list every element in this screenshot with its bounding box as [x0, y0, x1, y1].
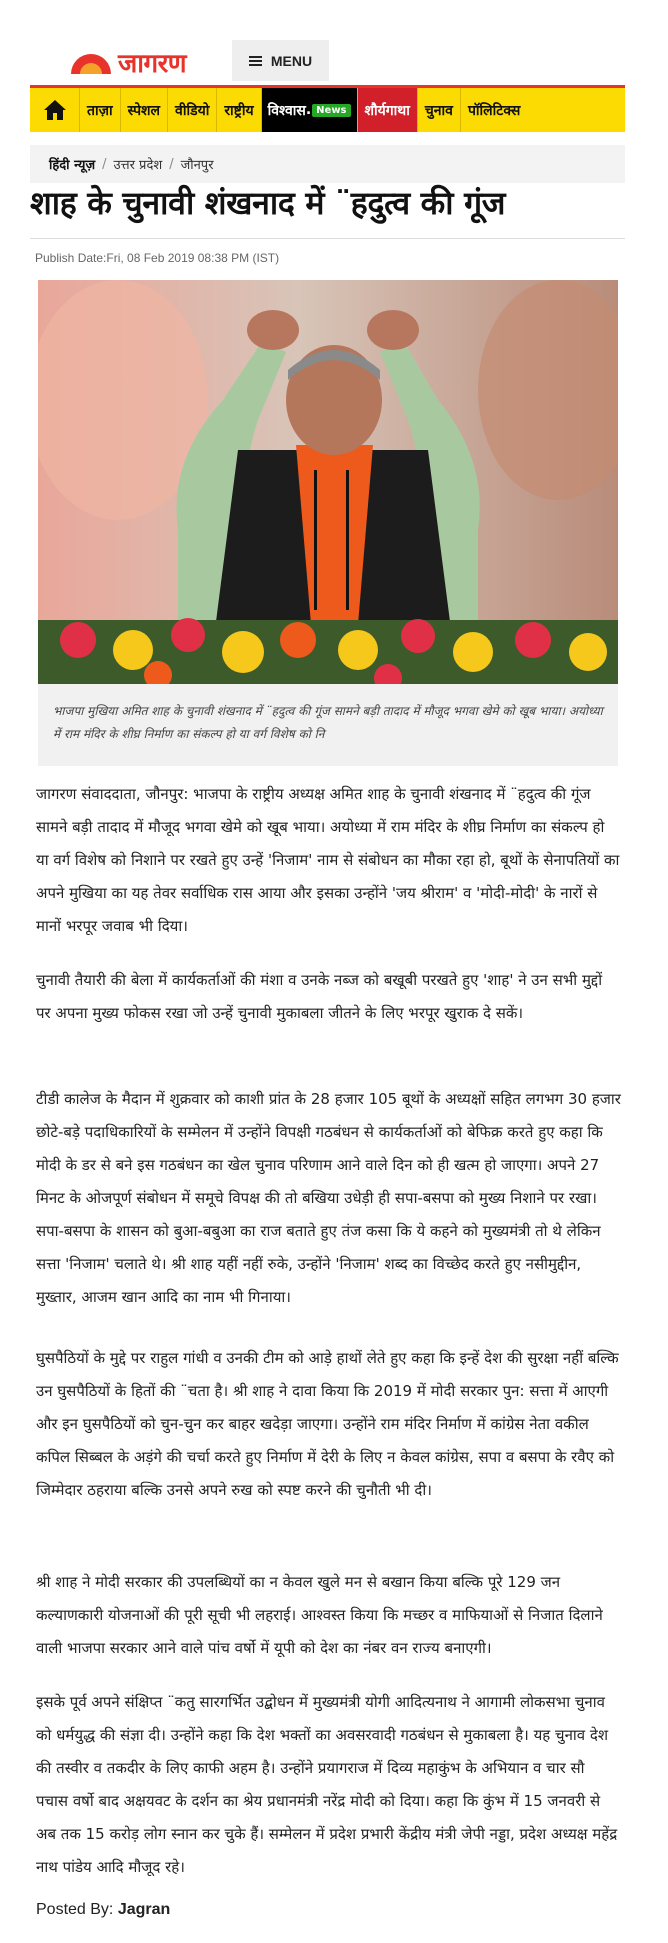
nav-item-shauryagatha[interactable]: शौर्यगाथा	[358, 88, 418, 132]
nav-home[interactable]	[30, 88, 80, 132]
nav-item-politics[interactable]: पॉलिटिक्स	[467, 102, 521, 119]
nav-item-vishwas-news[interactable]: विश्वास . News	[262, 88, 358, 132]
breadcrumb-uttar-pradesh[interactable]: उत्तर प्रदेश	[113, 158, 163, 173]
logo-text: जागरण	[118, 49, 187, 79]
nav-item-video[interactable]: वीडियो	[168, 88, 217, 132]
menu-label: MENU	[270, 52, 313, 69]
jagran-logo[interactable]	[68, 44, 186, 80]
hamburger-icon	[249, 56, 262, 66]
article-paragraph: घुसपैठियों के मुद्दे पर राहुल गांधी व उनकी टीम को आड़े हाथों लेते हुए कहा कि इन्हें देश की सुरक्षा नहीं बल्कि उन घुसपैठियों के हितों की ¨चता है। श्री शाह ने दावा किया कि 2019 में मोदी सरकार पुन: सत्ता में आएगी और इन घुसपैठियों को चुन-चुन कर बाहर खदेड़ा जाएगा। उन्होंने राम मंदिर निर्माण में कांग्रेस नेता वकील कपिल सिब्बल के अड़ंगे की चर्चा करते हुए निर्माण में देरी के लिए न केवल कांग्रेस, सपा व बसपा के रवैए को जिम्मेदार ठहराया बल्कि उनसे अपने रुख को स्पष्ट करने की चुनौती भी दी।	[36, 1349, 619, 1499]
posted-by-label: Posted By:	[36, 1901, 114, 1918]
page	[30, 0, 625, 1918]
nav-item-chunav[interactable]: चुनाव	[418, 88, 461, 132]
breadcrumb-separator: /	[169, 156, 174, 172]
main-nav	[30, 85, 625, 132]
article-image	[38, 280, 618, 684]
breadcrumb-jaunpur[interactable]: जौनपुर	[180, 158, 214, 173]
breadcrumb-hindi-news[interactable]: हिंदी न्यूज़	[49, 158, 96, 173]
vishwas-label: विश्वास	[267, 102, 306, 119]
news-badge: News	[312, 104, 350, 117]
posted-by	[36, 1901, 170, 1919]
header	[30, 0, 625, 82]
breadcrumb	[30, 145, 625, 183]
posted-by-author: Jagran	[117, 1901, 171, 1918]
sun-logo-icon	[68, 50, 114, 74]
nav-item-taza[interactable]: ताज़ा	[80, 88, 121, 132]
menu-button[interactable]	[232, 40, 329, 81]
image-caption: भाजपा मुखिया अमित शाह के चुनावी शंखनाद में ¨हदुत्व की गूंज सामने बड़ी तादाद में मौजूद भगवा खेमे को खूब भाया। अयोध्या में राम मंदिर के शीघ्र निर्माण का संकल्प हो या वर्ग विशेष को नि	[38, 684, 618, 766]
home-icon	[43, 99, 67, 121]
title-divider	[30, 238, 625, 239]
article-paragraph: टीडी कालेज के मैदान में शुक्रवार को काशी प्रांत के 28 हजार 105 बूथों के अध्यक्षों सहित लगभग 30 हजार छोटे-बड़े पदाधिकारियों के सम्मेलन में उन्होंने विपक्षी गठबंधन से कार्यकर्ताओं को बेफिक्र करते हुए कहा कि मोदी के डर से बने इस गठबंधन का खेल चुनाव परिणाम आने वाले दिन को ही खत्म हो जाएगा। अपने 27 मिनट के ओजपूर्ण संबोधन में समूचे विपक्ष की तो बखिया उधेड़ी ही सपा-बसपा को मुख्य निशाने पर रखा। सपा-बसपा के शासन को बुआ-बबुआ का राज बताते हुए तंज कसा कि ये कहने को मुख्यमंत्री तो थे लेकिन सत्ता 'निजाम' चलाते थे। श्री शाह यहीं नहीं रुके, उन्होंने 'निजाम' शब्द का विच्छेद करते हुए नसीमुद्दीन, मुख्तार, आजम खान आदि का नाम भी गिनाया।	[36, 1090, 621, 1306]
publish-date: Publish Date:Fri, 08 Feb 2019 08:38 PM (IST)	[35, 251, 280, 265]
article-paragraph: चुनावी तैयारी की बेला में कार्यकर्ताओं की मंशा व उनके नब्ज को बखूबी परखते हुए 'शाह' ने उन सभी मुद्दों पर अपना मुख्य फोकस रखा जो उन्हें चुनावी मुकाबला जीतने के लिए भरपूर खुराक दे सकें।	[36, 971, 603, 1022]
nav-item-national[interactable]: राष्ट्रीय	[217, 88, 261, 132]
speaker-photo	[38, 280, 618, 684]
article-paragraph: श्री शाह ने मोदी सरकार की उपलब्धियों का न केवल खुले मन से बखान किया बल्कि पूरे 129 जन कल्याणकारी योजनाओं की पूरी सूची भी लहराई। आश्वस्त किया कि मच्छर व माफियाओं से निजात दिलाने वाली भाजपा सरकार आने वाले पांच वर्षो में यूपी को देश का नंबर वन राज्य बनाएगी।	[36, 1573, 603, 1657]
article-title: शाह के चुनावी शंखनाद में ¨हदुत्व की गूंज	[30, 184, 506, 222]
article-paragraph: इसके पूर्व अपने संक्षिप्त ¨कतु सारगर्भित उद्बोधन में मुख्यमंत्री योगी आदित्यनाथ ने आगामी लोकसभा चुनाव को धर्मयुद्ध की संज्ञा दी। उन्होंने कहा कि देश भक्तों का अवसरवादी गठबंधन से मुकाबला है। यह चुनाव देश की तस्वीर व तकदीर के लिए काफी अहम है। उन्होंने प्रयागराज में दिव्य महाकुंभ के अभियान व चार सौ पचास वर्षो बाद अक्षयवट के दर्शन का श्रेय प्रधानमंत्री नरेंद्र मोदी को दिया। कहा कि कुंभ में 15 जनवरी से अब तक 15 करोड़ लोग स्नान कर चुके हैं। सम्मेलन में प्रदेश प्रभारी केंद्रीय मंत्री जेपी नड्डा, प्रदेश अध्यक्ष महेंद्र नाथ पांडेय आदि मौजूद रहे।	[36, 1693, 618, 1876]
nav-item-special[interactable]: स्पेशल	[121, 88, 168, 132]
breadcrumb-separator: /	[102, 156, 107, 172]
article-paragraph: जागरण संवाददाता, जौनपुर: भाजपा के राष्ट्रीय अध्यक्ष अमित शाह के चुनावी शंखनाद में ¨हदुत्व की गूंज सामने बड़ी तादाद में मौजूद भगवा खेमे को खूब भाया। अयोध्या में राम मंदिर के शीघ्र निर्माण का संकल्प हो या वर्ग विशेष को निशाने पर रखते हुए उन्हें 'निजाम' नाम से संबोधन का मौका रहा हो, बूथों के सेनापतियों का अपने मुखिया का यह तेवर सर्वाधिक रास आया और इसका उन्होंने 'जय श्रीराम' व 'मोदी-मोदी' के नारों से मानों भरपूर जवाब भी दिया।	[36, 785, 620, 935]
